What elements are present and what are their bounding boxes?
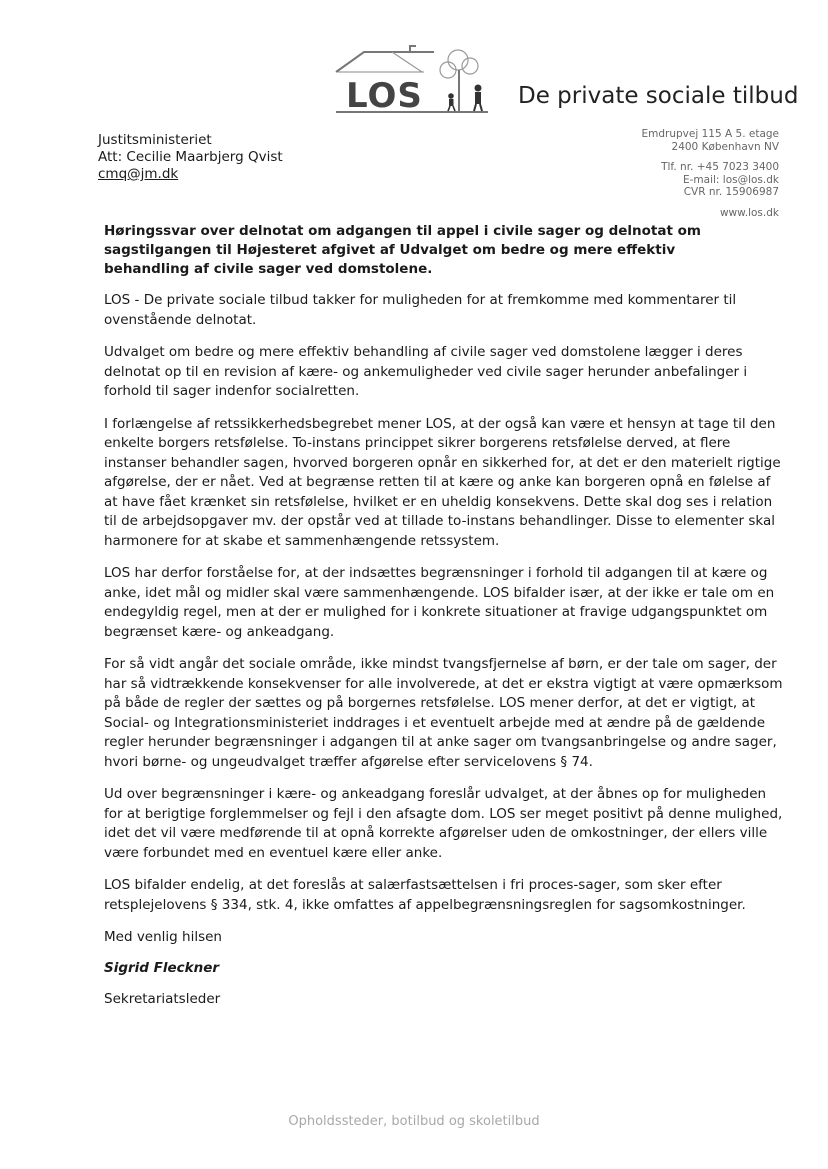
page-footer: Opholdssteder, botilbud og skoletilbud <box>288 1114 540 1129</box>
sender-website: www.los.dk <box>719 206 779 219</box>
letter-paragraph: Ud over begrænsninger i kære- og ankeadgang foreslår udvalget, at der åbnes op for muligheden for at berigtige forglemmelser og fejl i den afsagte dom. LOS ser meget positivt på denne mulighed, idet det vil være medførende til at opnå korrekte afgørelser uden de omkostninger, der ellers ville være forbundet med en eventuel kære eller anke. <box>104 786 783 861</box>
letter-paragraph: I forlængelse af retssikkerhedsbegrebet mener LOS, at der også kan være et hensyn at tage til den enkelte borgers retsfølelse. To-instans princippet sikrer borgerens retsfølelse derved, at flere instanser behandler sagen, hvorved borgeren opnår en sikkerhed for, at det er den materielt rigtige afgørelse, der er nået. Ved at begrænse retten til at kære og anke kan borgeren opnå en følelse af at have fået krænket sin retsfølelse, hvilket er en uheldig konsekvens. Dette skal dog ses i relation til de arbejdsopgaver mv. der opstår ved at tillade to-instans behandlinger. Disse to elementer skal harmonere for at skabe et sammenhængende retssystem. <box>104 415 781 549</box>
letter-paragraph: LOS bifalder endelig, at det foreslås at salærfastsættelsen i fri proces-sager, som sker efter retsplejelovens § 334, stk. 4, ikke omfattes af appelbegrænsningsreglen for sagsomkostninger. <box>104 877 746 913</box>
letter-closing: Med venlig hilsen <box>104 929 222 945</box>
letter-paragraph: LOS - De private sociale tilbud takker for muligheden for at fremkomme med kommentarer til ovenstående delnotat. <box>104 292 737 328</box>
recipient-organization: Justitsministeriet <box>98 132 212 148</box>
sender-email: E-mail: los@los.dk <box>682 173 779 186</box>
signer-role: Sekretariatsleder <box>104 991 221 1007</box>
recipient-attention: Att: Cecilie Maarbjerg Qvist <box>98 149 283 165</box>
letter-body <box>104 222 784 1009</box>
recipient-email-link[interactable]: cmq@jm.dk <box>98 166 179 182</box>
letter-paragraph: For så vidt angår det sociale område, ikke mindst tvangsfjernelse af børn, er der tale om sager, der har så vidtrækkende konsekvenser for alle involverede, at det er ekstra vigtigt at være opmærksom på både de regler der sættes og på borgernes retsfølelse. LOS mener derfor, at det er vigtigt, at Social- og Integrationsministeriet inddrages i et eventuelt arbejde med at ændre på de gældende regler herunder begrænsninger i adgangen til at anke sager om tvangsanbringelse og andre sager, hvori børne- og ungeudvalget træffer afgørelse efter servicelovens § 74. <box>104 656 783 770</box>
letter-paragraph: Udvalget om bedre og mere effektiv behandling af civile sager ved domstolene lægger i deres delnotat op til en revision af kære- og ankemuligheder ved civile sager herunder anbefalinger i forhold til sager indenfor socialretten. <box>104 344 748 399</box>
logo-wordmark: LOS <box>346 76 423 116</box>
sender-cvr: CVR nr. 15906987 <box>683 186 779 198</box>
signer-name: Sigrid Fleckner <box>104 960 220 976</box>
letter-subject: Høringssvar over delnotat om adgangen til appel i civile sager og delnotat om sagstilgangen til Højesteret afgivet af Udvalget om bedre og mere effektiv behandling af civile sager ved domstolene. <box>104 223 701 277</box>
letter-paragraph: LOS har derfor forståelse for, at der indsættes begrænsninger i forhold til adgangen til at kære og anke, idet mål og midler skal være sammenhængende. LOS bifalder især, at der ikke er tale om en endegyldig regel, men at der er mulighed for i konkrete situationer at fravige udgangspunktet om begrænset kære- og ankeadgang. <box>104 565 775 640</box>
letterhead-logo <box>330 40 799 120</box>
recipient-address-block <box>98 132 283 183</box>
sender-phone: Tlf. nr. +45 7023 3400 <box>661 161 779 173</box>
organization-tagline: De private sociale tilbud <box>518 83 799 109</box>
sender-street: Emdrupvej 115 A 5. etage <box>641 128 779 140</box>
sender-city: 2400 København NV <box>671 140 779 153</box>
sender-contact-block <box>642 128 779 219</box>
